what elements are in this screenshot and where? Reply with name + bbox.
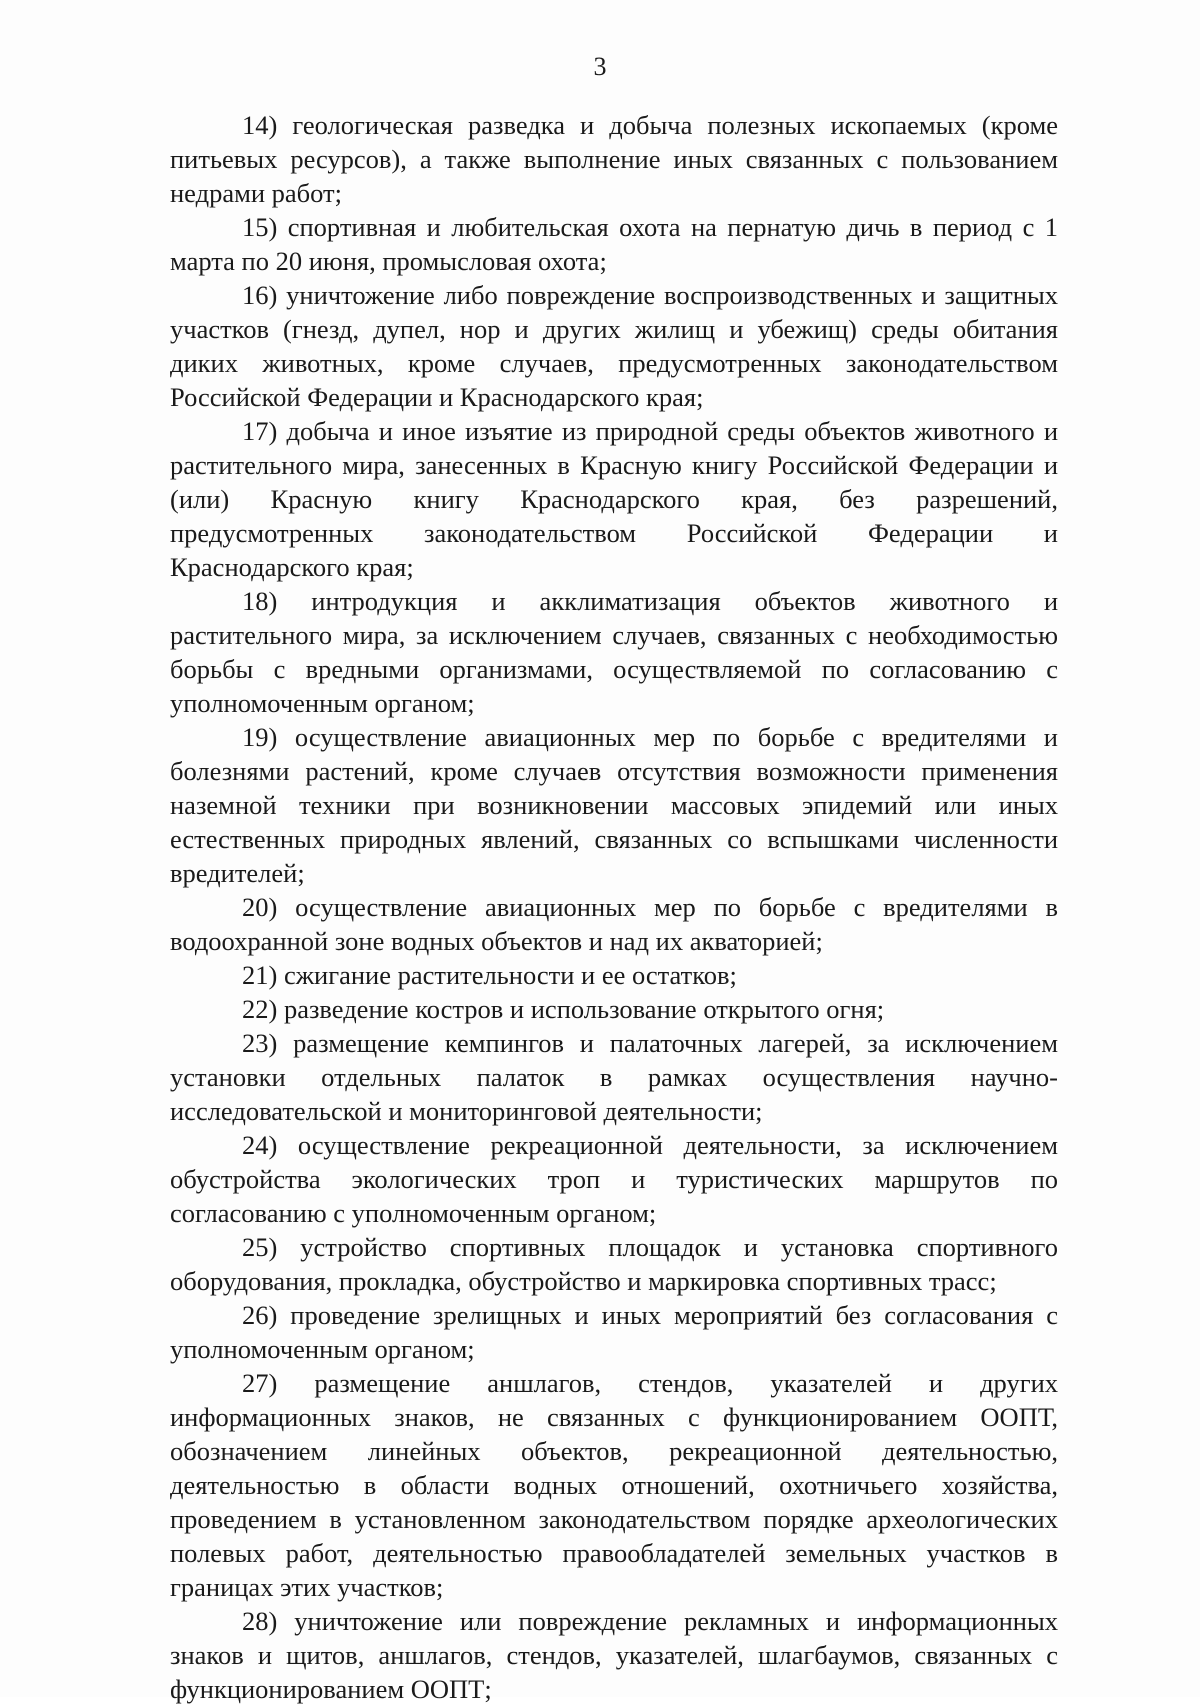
list-item-23: 23) размещение кемпингов и палаточных лагерей, за исключением установки отдельных палаток в рамках осуществления научно-исследовательской и мониторинговой деятельности; (170, 1028, 1058, 1126)
list-item-26: 26) проведение зрелищных и иных мероприятий без согласования с уполномоченным органом; (170, 1300, 1058, 1364)
list-item-15: 15) спортивная и любительская охота на пернатую дичь в период с 1 марта по 20 июня, промысловая охота; (170, 212, 1058, 276)
list-item-28: 28) уничтожение или повреждение рекламных и информационных знаков и щитов, аншлагов, стендов, указателей, шлагбаумов, связанных с функционированием ООПТ; (170, 1606, 1058, 1704)
list-item-19: 19) осуществление авиационных мер по борьбе с вредителями и болезнями растений, кроме случаев отсутствия возможности применения наземной техники при возникновении массовых эпидемий или иных естественных природных явлений, связанных со вспышками численности вредителей; (170, 722, 1058, 888)
list-item-22: 22) разведение костров и использование открытого огня; (242, 994, 885, 1024)
list-item-16: 16) уничтожение либо повреждение воспроизводственных и защитных участков (гнезд, дупел, нор и других жилищ и убежищ) среды обитания диких животных, кроме случаев, предусмотренных законодательством Российской Федерации и Краснодарского края; (170, 280, 1058, 412)
list-item-25: 25) устройство спортивных площадок и установка спортивного оборудования, прокладка, обустройство и маркировка спортивных трасс; (170, 1232, 1058, 1296)
list-item-14: 14) геологическая разведка и добыча полезных ископаемых (кроме питьевых ресурсов), а также выполнение иных связанных с пользованием недрами работ; (170, 110, 1058, 208)
document-body (170, 108, 1058, 1706)
list-item-18: 18) интродукция и акклиматизация объектов животного и растительного мира, за исключением случаев, связанных с необходимостью борьбы с вредными организмами, осуществляемой по согласованию с уполномоченным органом; (170, 586, 1058, 718)
list-item-24: 24) осуществление рекреационной деятельности, за исключением обустройства экологических троп и туристических маршрутов по согласованию с уполномоченным органом; (170, 1130, 1058, 1228)
list-item-17: 17) добыча и иное изъятие из природной среды объектов животного и растительного мира, занесенных в Красную книгу Российской Федерации и (или) Красную книгу Краснодарского края, без разрешений, предусмотренных законодательством Российской Федерации и Краснодарского края; (170, 416, 1058, 582)
list-item-27: 27) размещение аншлагов, стендов, указателей и других информационных знаков, не связанных с функционированием ООПТ, обозначением линейных объектов, рекреационной деятельностью, деятельностью в области водных отношений, охотничьего хозяйства, проведением в установленном законодательством порядке археологических полевых работ, деятельностью правообладателей земельных участков в границах этих участков; (170, 1368, 1058, 1602)
list-item-21: 21) сжигание растительности и ее остатков; (242, 960, 737, 990)
page-number: 3 (593, 52, 607, 81)
list-item-20: 20) осуществление авиационных мер по борьбе с вредителями в водоохранной зоне водных объектов и над их акваторией; (170, 892, 1058, 956)
